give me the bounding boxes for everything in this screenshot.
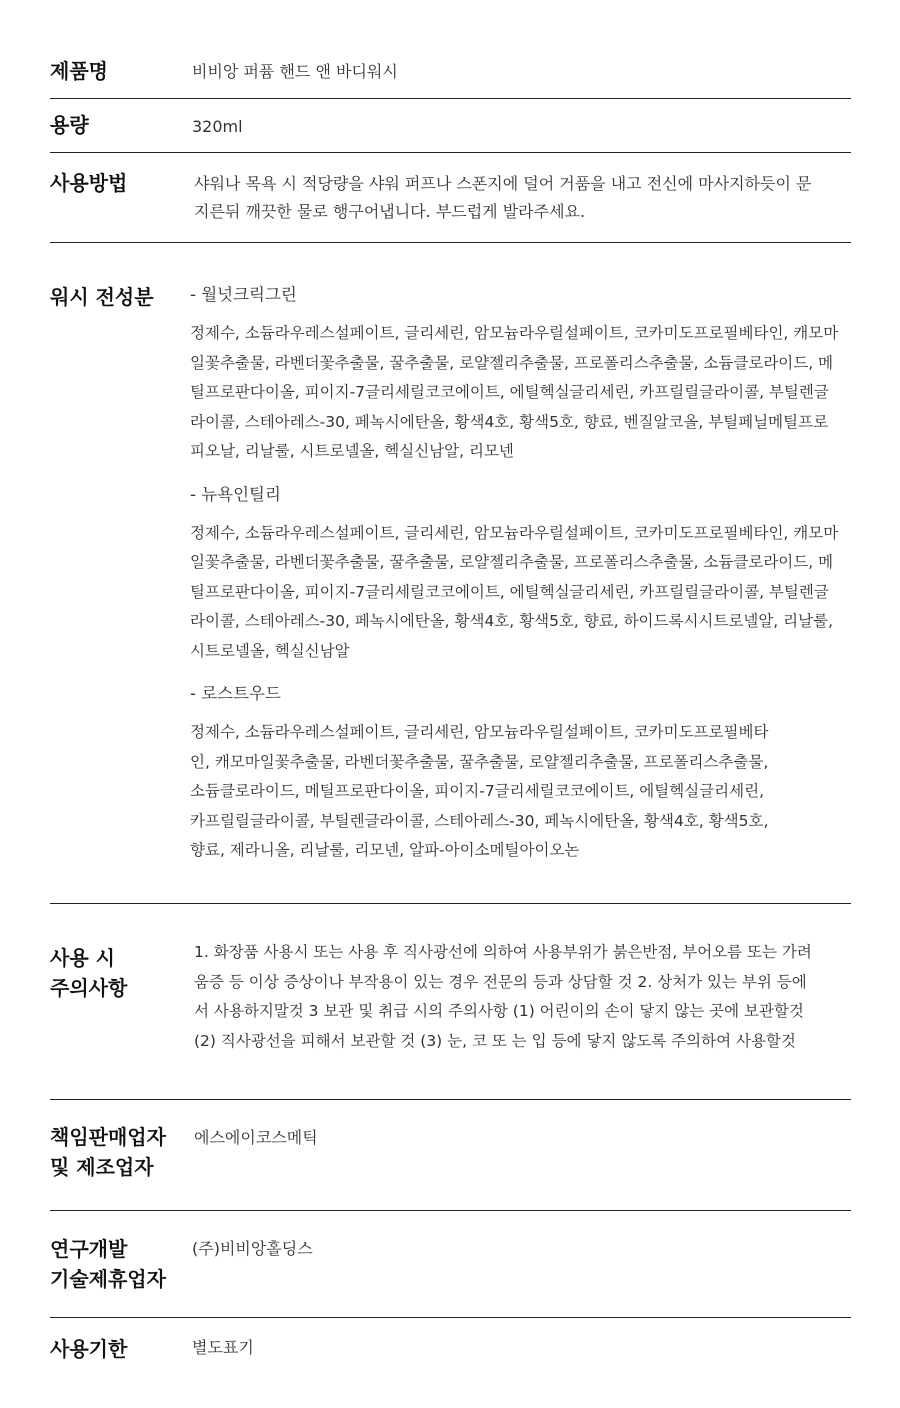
ingredient-group-name: - 뉴욕인틸리 [190, 484, 281, 504]
divider [50, 242, 851, 243]
divider [50, 1317, 851, 1318]
ingredient-group [190, 281, 840, 467]
usage-value: 샤워나 목욕 시 적당량을 샤워 퍼프나 스폰지에 덜어 거품을 내고 전신에 마사지하듯이 문지른뒤 깨끗한 물로 행구어냅니다. 부드럽게 발라주세요. [194, 174, 812, 221]
ingredient-group [190, 680, 840, 866]
ingredient-group-name: - 월넛크릭그린 [190, 285, 297, 304]
divider [50, 152, 851, 153]
ingredients-section [190, 281, 840, 866]
rnd-value: (주)비비앙홀딩스 [192, 1239, 313, 1258]
volume-label: 용량 [50, 113, 89, 137]
ingredient-group-list: 정제수, 소듐라우레스설페이트, 글리세린, 암모늄라우릴설페이트, 코카미도프로필베타인, 캐모마일꽃추출물, 라벤더꽃추출물, 꿀추출물, 로얄젤리추출물, 프로폴리스추출물, 소듐클로라이드, 메틸프로판다이올, 피이지-7글리세릴코코에이트, 에틸헥실글리세린, 카프릴릴글라이콜, 부틸렌글라이콜, 스테아레스-30, 페녹시에탄올, 황색4호, 황색5호, 향료, 하이드록시시트로넬알, 리날룰, 시트로넬올, 헥실신남알 [190, 523, 839, 660]
caution-value: 1. 화장품 사용시 또는 사용 후 직사광선에 의하여 사용부위가 붉은반점, 부어오름 또는 가려움증 등 이상 증상이나 부작용이 있는 경우 전문의 등과 상담할 것 2. 상처가 있는 부위 등에서 사용하지말것 3 보관 및 취급 시의 주의사항 (1) 어린이의 손이 닿지 않는 곳에 보관할것 (2) 직사광선을 피해서 보관할 것 (3) 눈, 코 또 는 입 등에 닿지 않도록 주의하여 사용할것 [194, 943, 812, 1050]
ingredient-group-list: 정제수, 소듐라우레스설페이트, 글리세린, 암모늄라우릴설페이트, 코카미도프로필베타인, 캐모마일꽃추출물, 라벤더꽃추출물, 꿀추출물, 로얄젤리추출물, 프로폴리스추출물, 소듐클로라이드, 메틸프로판다이올, 피이지-7글리세릴코코에이트, 에틸헥실글리세린, 카프릴릴글라이콜, 부틸렌글라이콜, 스테아레스-30, 페녹시에탄올, 황색4호, 황색5호, 향료, 벤질알코올, 부틸페닐메틸프로피오날, 리날룰, 시트로넬올, 헥실신남알, 리모넨 [190, 324, 839, 460]
rnd-label: 연구개발 기술제휴업자 [50, 1237, 166, 1291]
seller-label: 책임판매업자 및 제조업자 [50, 1125, 166, 1179]
ingredient-group-name: - 로스트우드 [190, 684, 281, 703]
product-name-value: 비비앙 퍼퓸 핸드 앤 바디워시 [192, 62, 398, 81]
divider [50, 98, 851, 99]
caution-label: 사용 시 주의사항 [50, 946, 128, 1000]
expiry-value: 별도표기 [192, 1338, 254, 1357]
divider [50, 1099, 851, 1100]
product-name-label: 제품명 [50, 59, 108, 83]
usage-label: 사용방법 [50, 171, 128, 195]
divider [50, 903, 851, 904]
seller-value: 에스에이코스메틱 [194, 1128, 318, 1147]
expiry-label: 사용기한 [50, 1337, 128, 1361]
ingredient-group [190, 481, 840, 667]
ingredient-group-list: 정제수, 소듐라우레스설페이트, 글리세린, 암모늄라우릴설페이트, 코카미도프로필베타인, 캐모마일꽃추출물, 라벤더꽃추출물, 꿀추출물, 로얄젤리추출물, 프로폴리스추출물, 소듐클로라이드, 메틸프로판다이올, 피이지-7글리세릴코코에이트, 에틸헥실글리세린, 카프릴릴글라이콜, 부틸렌글라이콜, 스테아레스-30, 페녹시에탄올, 황색4호, 황색5호, 향료, 제라니올, 리날룰, 리모넨, 알파-아이소메틸아이오논 [190, 723, 769, 859]
ingredients-label: 워시 전성분 [50, 285, 154, 309]
volume-value: 320ml [192, 117, 243, 136]
divider [50, 1210, 851, 1211]
